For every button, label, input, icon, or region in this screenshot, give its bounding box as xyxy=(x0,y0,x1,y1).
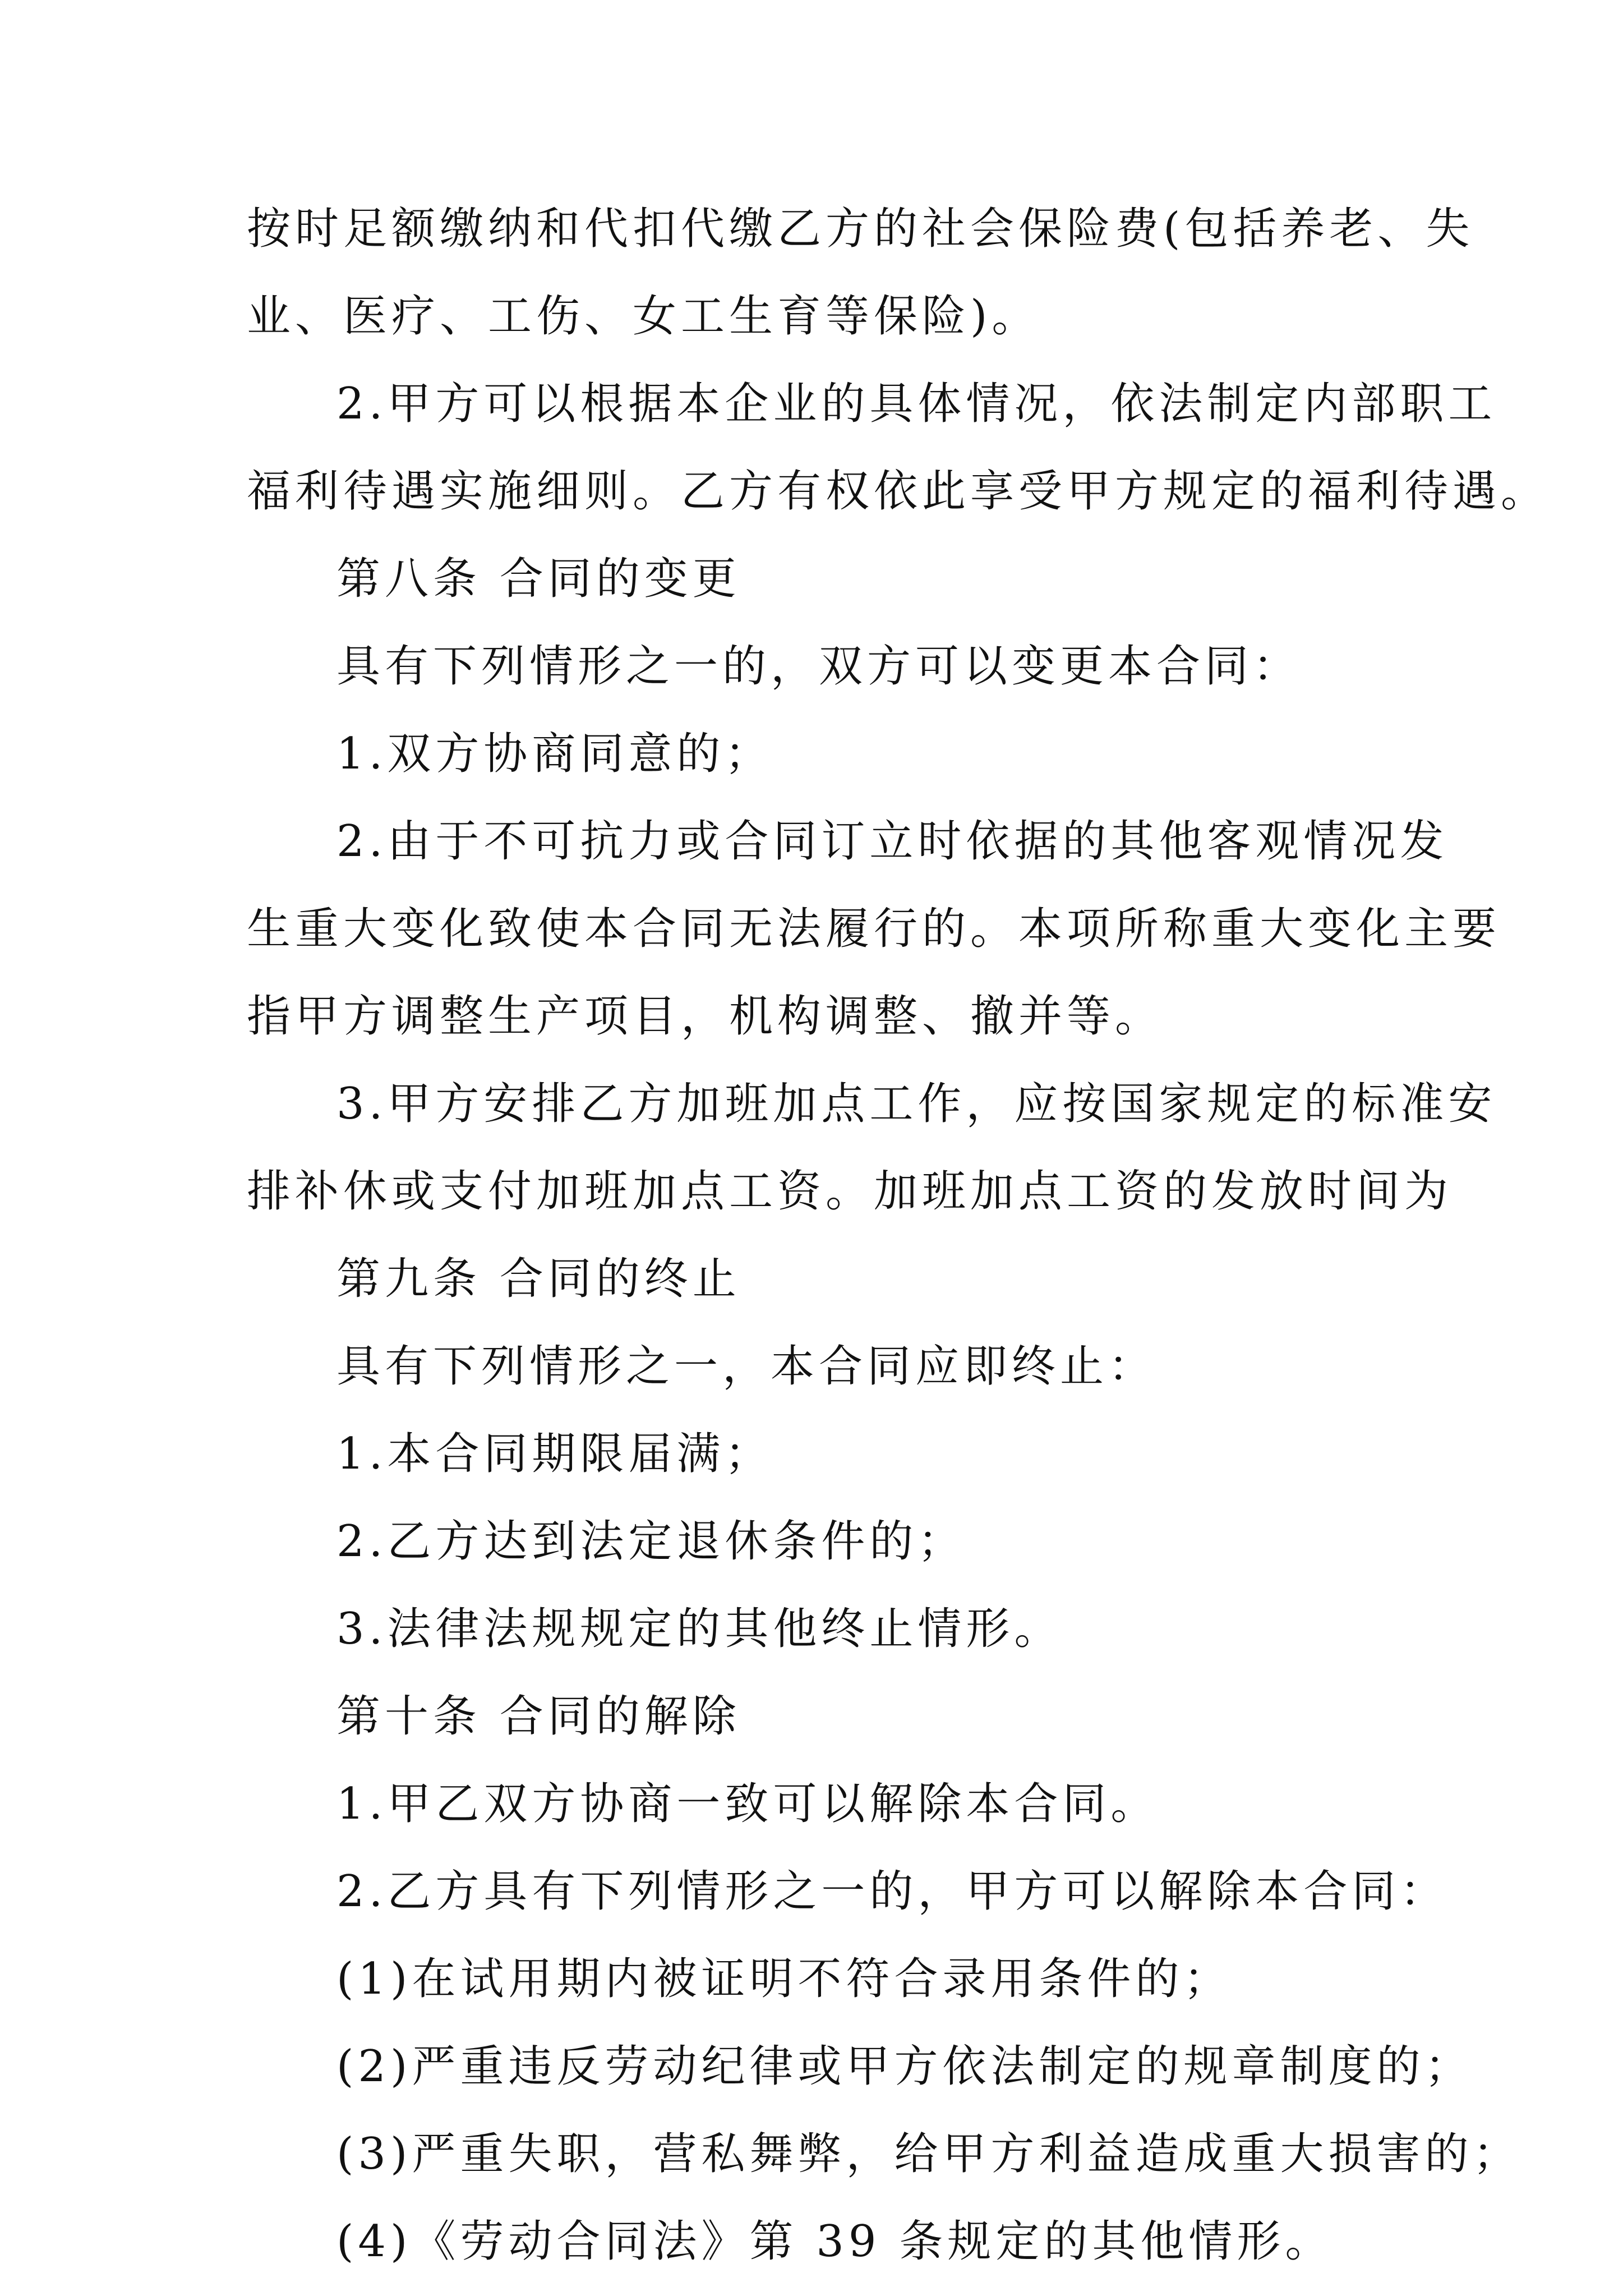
list-item: 2.乙方具有下列情形之一的，甲方可以解除本合同： xyxy=(336,1866,1449,1917)
text-line: 排补休或支付加班加点工资。加班加点工资的发放时间为 xyxy=(247,1166,1453,1217)
section-heading: 第九条 合同的终止 xyxy=(336,1254,741,1304)
text-line: 指甲方调整生产项目，机构调整、撤并等。 xyxy=(247,991,1164,1042)
list-item: 3.法律法规规定的其他终止情形。 xyxy=(336,1604,1063,1654)
text-line: 按时足额缴纳和代扣代缴乙方的社会保险费(包括养老、失 xyxy=(247,204,1474,254)
text-line: 2.甲方可以根据本企业的具体情况，依法制定内部职工 xyxy=(336,379,1497,429)
document-body xyxy=(247,185,1550,2285)
sub-list-item: (1)在试用期内被证明不符合录用条件的； xyxy=(336,1954,1232,2004)
section-heading: 第八条 合同的变更 xyxy=(336,554,741,604)
list-item: 2.由于不可抗力或合同订立时依据的其他客观情况发 xyxy=(336,816,1449,867)
sub-list-item: (2)严重违反劳动纪律或甲方依法制定的规章制度的； xyxy=(336,2041,1473,2092)
list-item: 2.乙方达到法定退休条件的； xyxy=(336,1516,966,1567)
list-item: 1.甲乙双方协商一致可以解除本合同。 xyxy=(336,1779,1159,1829)
sub-list-item: (4)《劳动合同法》第 39 条规定的其他情形。 xyxy=(336,2216,1334,2267)
list-item: 1.双方协商同意的； xyxy=(336,729,773,779)
text-line: 生重大变化致使本合同无法履行的。本项所称重大变化主要 xyxy=(247,904,1501,954)
list-item: 1.本合同期限届满； xyxy=(336,1429,773,1479)
text-line: 业、医疗、工伤、女工生育等保险)。 xyxy=(247,291,1040,342)
text-line: 具有下列情形之一的，双方可以变更本合同： xyxy=(336,641,1302,692)
text-line: 具有下列情形之一，本合同应即终止： xyxy=(336,1341,1157,1392)
sub-list-item: (3)严重失职，营私舞弊，给甲方利益造成重大损害的； xyxy=(336,2129,1521,2179)
list-item: 3.甲方安排乙方加班加点工作，应按国家规定的标准安 xyxy=(336,1079,1497,1129)
text-line: 福利待遇实施细则。乙方有权依此享受甲方规定的福利待遇。 xyxy=(247,466,1550,517)
section-heading: 第十条 合同的解除 xyxy=(336,1691,741,1742)
